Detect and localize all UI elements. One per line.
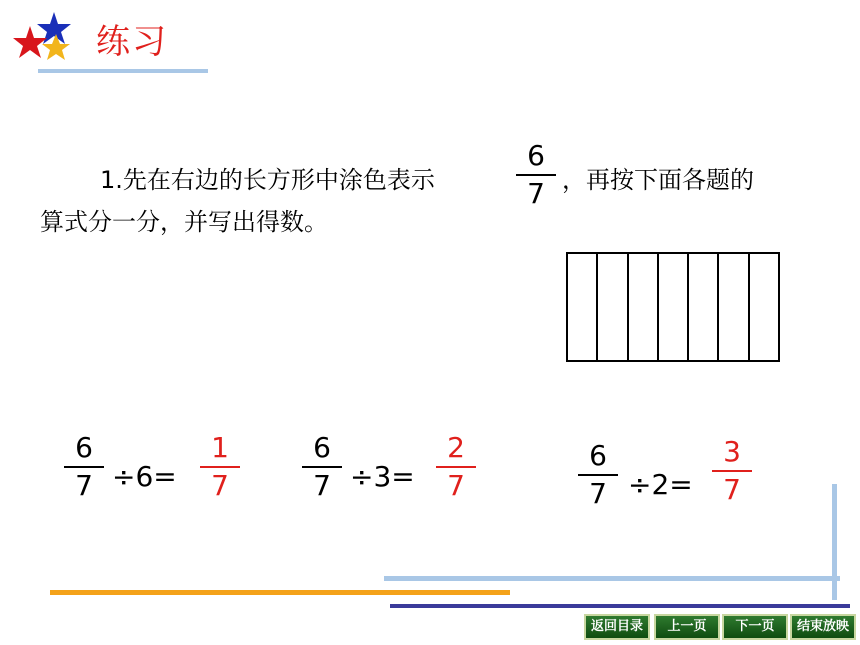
fraction-bar — [712, 470, 752, 472]
equation-1-answer-denominator: 7 — [211, 469, 229, 502]
equation-2-answer — [432, 432, 480, 502]
equation-2-operator: ÷3= — [350, 460, 415, 493]
fraction-bar — [436, 466, 476, 468]
equation-2-answer-denominator: 7 — [447, 469, 465, 502]
decor-line-vertical-right — [832, 484, 837, 600]
next-page-button[interactable]: 下一页 — [722, 614, 788, 640]
problem-line-2: 算式分一分，并写出得数。 — [40, 208, 328, 236]
equation-1-denominator: 7 — [75, 469, 93, 502]
prev-page-button[interactable]: 上一页 — [654, 614, 720, 640]
problem-line-1 — [100, 164, 435, 196]
equation-3-numerator: 6 — [589, 439, 607, 472]
rectangle-part — [598, 254, 628, 360]
equation-1-answer — [196, 432, 244, 502]
rectangle-part — [689, 254, 719, 360]
equation-1-operator: ÷6= — [112, 460, 177, 493]
decor-line-blue-long — [384, 576, 840, 581]
decor-line-navy — [390, 604, 850, 608]
equation-1-fraction — [60, 432, 108, 502]
rectangle-part — [719, 254, 749, 360]
equation-1-answer-numerator: 1 — [211, 431, 229, 464]
equation-3-fraction — [574, 440, 622, 510]
decor-line-orange — [50, 590, 510, 595]
problem-text-before: 1.先在右边的长方形中涂色表示 — [100, 166, 435, 194]
fraction-bar — [302, 466, 342, 468]
equation-3-denominator: 7 — [589, 477, 607, 510]
rectangle-part — [568, 254, 598, 360]
stars-logo-icon — [8, 8, 80, 70]
fraction-bar — [516, 174, 556, 176]
fraction-bar — [64, 466, 104, 468]
equation-2-numerator: 6 — [313, 431, 331, 464]
equation-2-answer-numerator: 2 — [447, 431, 465, 464]
rectangle-part — [629, 254, 659, 360]
problem-text-after: ，再按下面各题的 — [562, 166, 754, 194]
title-underline — [38, 69, 208, 73]
equation-2-fraction — [298, 432, 346, 502]
end-show-button[interactable]: 结束放映 — [790, 614, 856, 640]
rectangle-part — [659, 254, 689, 360]
fraction-denominator: 7 — [527, 177, 545, 210]
equation-3-answer-denominator: 7 — [723, 473, 741, 506]
equation-3-operator: ÷2= — [628, 468, 693, 501]
problem-fraction — [512, 140, 560, 210]
divided-rectangle — [566, 252, 780, 362]
equation-2-denominator: 7 — [313, 469, 331, 502]
equation-3-answer — [708, 436, 756, 506]
fraction-numerator: 6 — [527, 139, 545, 172]
equation-3-answer-numerator: 3 — [723, 435, 741, 468]
fraction-bar — [578, 474, 618, 476]
rectangle-part — [750, 254, 778, 360]
fraction-bar — [200, 466, 240, 468]
back-to-contents-button[interactable]: 返回目录 — [584, 614, 650, 640]
equation-1-numerator: 6 — [75, 431, 93, 464]
page-title: 练习 — [96, 22, 168, 62]
